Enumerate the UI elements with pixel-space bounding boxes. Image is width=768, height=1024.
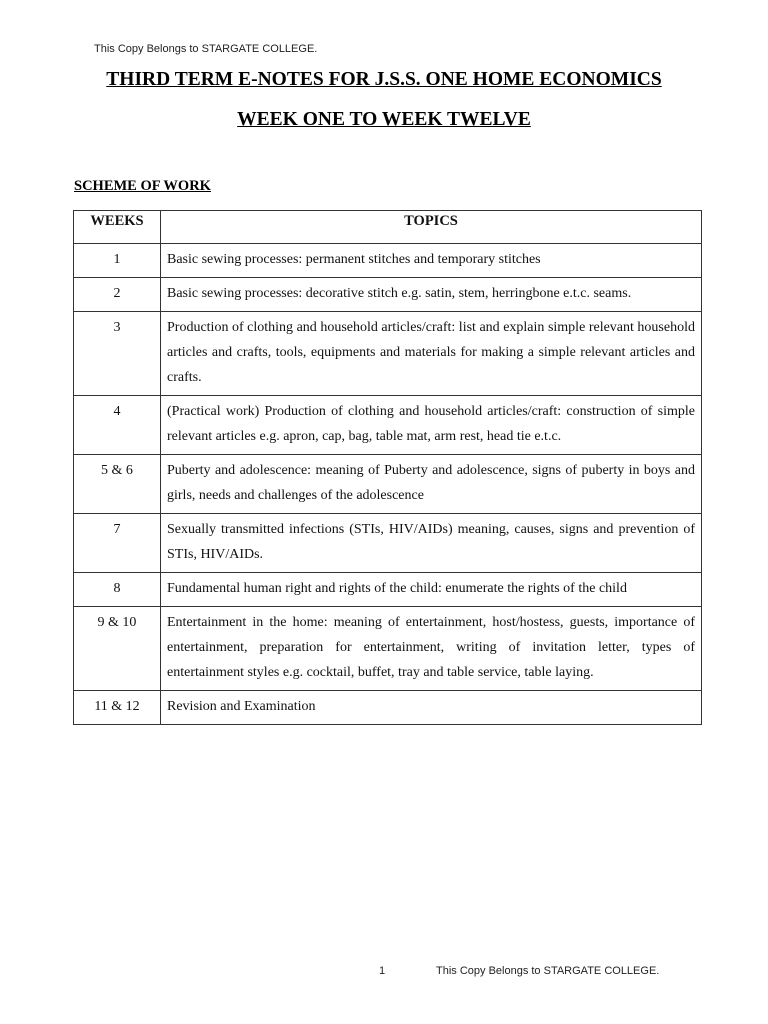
scheme-of-work-table bbox=[73, 210, 702, 725]
topics-column-header: TOPICS bbox=[161, 211, 702, 244]
document-subtitle: WEEK ONE TO WEEK TWELVE bbox=[237, 109, 531, 130]
week-cell: 5 & 6 bbox=[74, 455, 161, 514]
header-ownership-note: This Copy Belongs to STARGATE COLLEGE. bbox=[94, 43, 318, 55]
table-row bbox=[74, 607, 702, 691]
topic-cell: Revision and Examination bbox=[161, 691, 702, 725]
topic-cell: Entertainment in the home: meaning of entertainment, host/hostess, guests, importance of entertainment, preparation for entertainment, writing of invitation letter, types of entertainment styles e.g. cocktail, buffet, tray and table service, table laying. bbox=[161, 607, 702, 691]
topic-cell: Production of clothing and household articles/craft: list and explain simple relevant household articles and crafts, tools, equipments and materials for making a simple relevant articles and crafts. bbox=[161, 312, 702, 396]
table-row bbox=[74, 244, 702, 278]
table-row bbox=[74, 396, 702, 455]
week-cell: 9 & 10 bbox=[74, 607, 161, 691]
week-cell: 3 bbox=[74, 312, 161, 396]
weeks-column-header: WEEKS bbox=[74, 211, 161, 244]
table-row bbox=[74, 455, 702, 514]
week-cell: 7 bbox=[74, 514, 161, 573]
table-row bbox=[74, 278, 702, 312]
page-number: 1 bbox=[379, 965, 386, 977]
document-title: THIRD TERM E-NOTES FOR J.S.S. ONE HOME ECONOMICS bbox=[106, 69, 662, 90]
table-row bbox=[74, 312, 702, 396]
topic-cell: Fundamental human right and rights of the child: enumerate the rights of the child bbox=[161, 573, 702, 607]
table-row bbox=[74, 691, 702, 725]
scheme-of-work-heading: SCHEME OF WORK bbox=[74, 178, 211, 194]
topic-cell: Basic sewing processes: permanent stitches and temporary stitches bbox=[161, 244, 702, 278]
footer-ownership-note: This Copy Belongs to STARGATE COLLEGE. bbox=[436, 965, 660, 977]
week-cell: 4 bbox=[74, 396, 161, 455]
topic-cell: Puberty and adolescence: meaning of Puberty and adolescence, signs of puberty in boys and girls, needs and challenges of the adolescence bbox=[161, 455, 702, 514]
topic-cell: Sexually transmitted infections (STIs, HIV/AIDs) meaning, causes, signs and prevention of STIs, HIV/AIDs. bbox=[161, 514, 702, 573]
week-cell: 11 & 12 bbox=[74, 691, 161, 725]
table-header-row bbox=[74, 211, 702, 244]
table-row bbox=[74, 573, 702, 607]
topic-cell: Basic sewing processes: decorative stitch e.g. satin, stem, herringbone e.t.c. seams. bbox=[161, 278, 702, 312]
table-row bbox=[74, 514, 702, 573]
topic-cell: (Practical work) Production of clothing and household articles/craft: construction of simple relevant articles e.g. apron, cap, bag, table mat, arm rest, head tie e.t.c. bbox=[161, 396, 702, 455]
week-cell: 1 bbox=[74, 244, 161, 278]
week-cell: 8 bbox=[74, 573, 161, 607]
week-cell: 2 bbox=[74, 278, 161, 312]
